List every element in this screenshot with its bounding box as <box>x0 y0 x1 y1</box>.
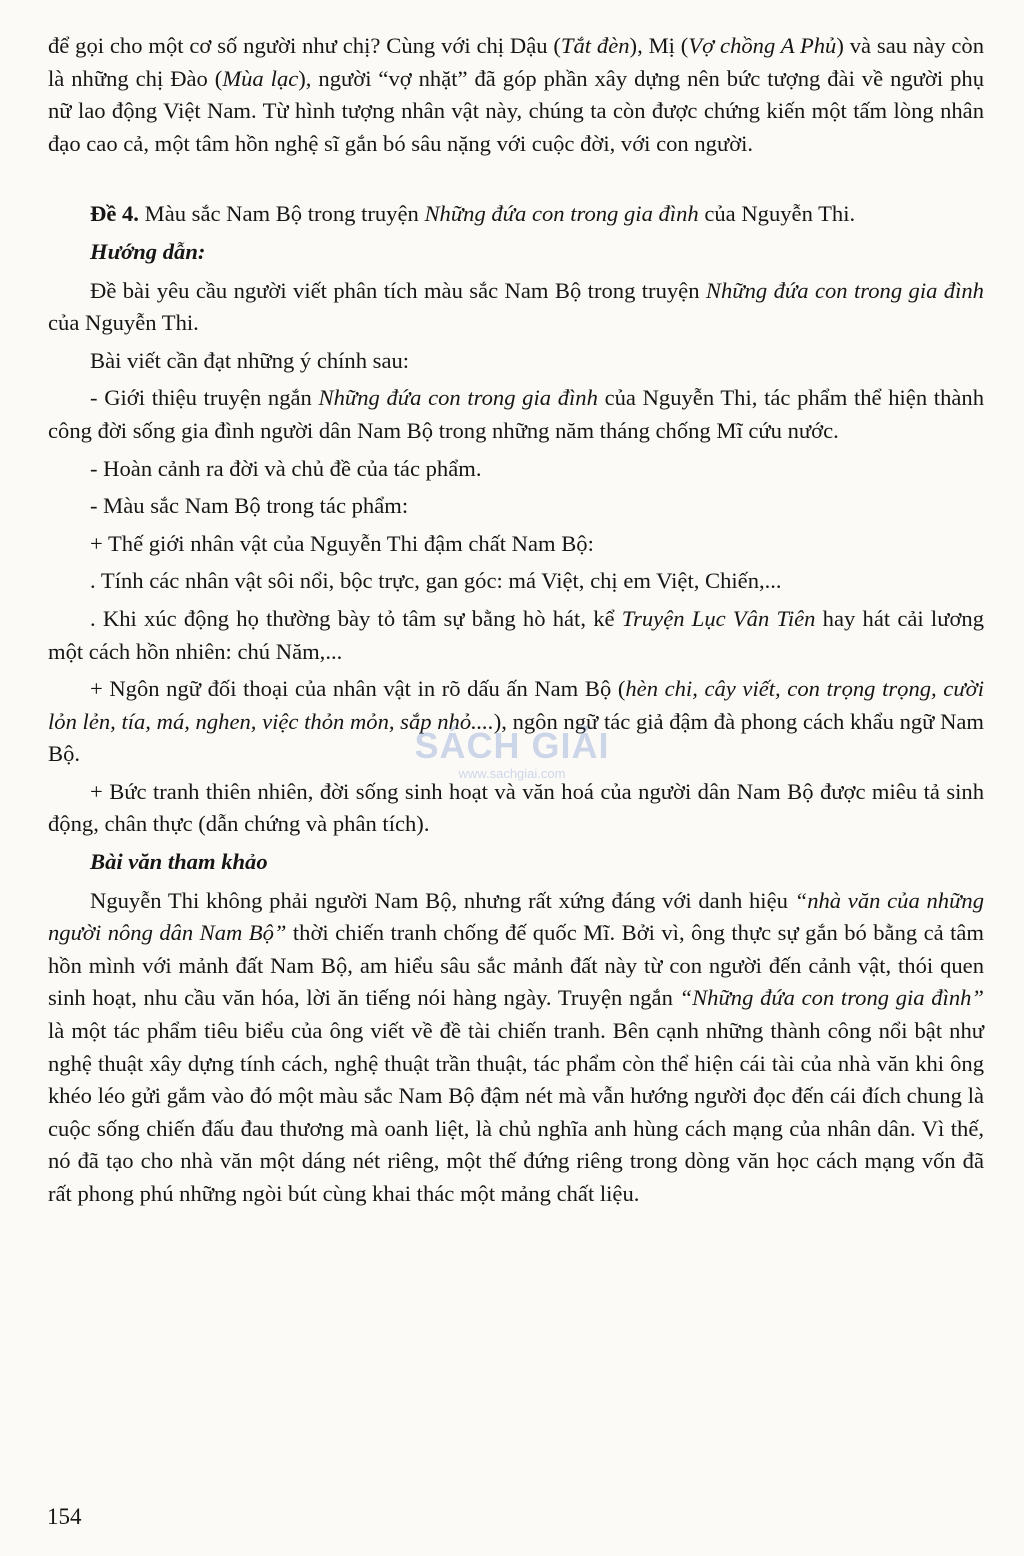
list-item: - Màu sắc Nam Bộ trong tác phẩm: <box>90 493 409 519</box>
list-item: + Thế giới nhân vật của Nguyễn Thi đậm chất Nam Bộ: <box>90 530 594 556</box>
section-heading-guide: Hướng dẫn: <box>90 238 206 264</box>
exercise-heading: Đề 4. Màu sắc Nam Bộ trong truyện Những đứa con trong gia đình của Nguyễn Thi. <box>90 201 856 227</box>
page-number: 154 <box>47 1504 82 1529</box>
list-item: - Giới thiệu truyện ngắn Những đứa con trong gia đình của Nguyễn Thi, tác phẩm thể hiện thành công đời sống gia đình người dân Nam Bộ trong những năm tháng chống Mĩ cứu nước. <box>48 385 985 443</box>
work-title: Tắt đèn <box>560 33 630 58</box>
document-page <box>48 30 984 1211</box>
work-title: Những đứa con trong gia đình <box>318 385 598 411</box>
work-title: Mùa lạc <box>222 65 299 91</box>
quoted-title: “nhà văn của những người nông dân Nam Bộ” <box>48 887 984 946</box>
work-title: Những đứa con trong gia đình <box>705 277 984 303</box>
paragraph-reference-essay: Nguyễn Thi không phải người Nam Bộ, nhưng rất xứng đáng với danh hiệu “nhà văn của những người nông dân Nam Bộ” thời chiến tranh chống đế quốc Mĩ. Bởi vì, ông thực sự gắn bó bằng cả tâm hồn mình với mảnh đất Nam Bộ, am hiểu sâu sắc mảnh đất này từ con người đến cảnh vật, thói quen sinh hoạt, nhu cầu văn hóa, lời ăn tiếng nói hàng ngày. Truyện ngắn “Những đứa con trong gia đình” là một tác phẩm tiêu biểu của ông viết về đề tài chiến tranh. Bên cạnh những thành công nổi bật như nghệ thuật xây dựng tính cách, nghệ thuật trần thuật, tác phẩm còn thể hiện cái tài của nhà văn khi ông khéo léo gửi gắm vào đó một màu sắc Nam Bộ đậm nét mà vẫn hướng người đọc đến cái đích chung là cuộc sống chiến đấu đau thương mà oanh liệt, là chủ nghĩa anh hùng cách mạng của nhân dân. Vì thế, nó đã tạo cho nhà văn một dáng nét riêng, một thế đứng riêng trong dòng văn học cách mạng vốn đã rất phong phú những ngòi bút cùng khai thác một mảng chất liệu. <box>48 887 984 1206</box>
dialect-terms: hèn chi, cây viết, con trọng trọng, cười lỏn lẻn, tía, má, nghen, việc thỏn mỏn, sắp nhỏ.... <box>48 676 984 734</box>
section-heading-reference: Bài văn tham khảo <box>90 849 268 875</box>
paragraph-main-points: Bài viết cần đạt những ý chính sau: <box>90 347 410 373</box>
list-item: . Khi xúc động họ thường bày tỏ tâm sự bằng hò hát, kể Truyện Lục Vân Tiên hay hát cải lương một cách hồn nhiên: chú Năm,... <box>48 605 984 664</box>
paragraph-requirement: Đề bài yêu cầu người viết phân tích màu sắc Nam Bộ trong truyện Những đứa con trong gia đình của Nguyễn Thi. <box>48 277 984 336</box>
list-item: - Hoàn cảnh ra đời và chủ đề của tác phẩm. <box>90 455 482 481</box>
paragraph-closing: để gọi cho một cơ số người như chị? Cùng với chị Dậu (Tắt đèn), Mị (Vợ chồng A Phủ) và sau này còn là những chị Đào (Mùa lạc), người “vợ nhặt” đã góp phần xây dựng nên bức tượng đài về người phụ nữ lao động Việt Nam. Từ hình tượng nhân vật này, chúng ta còn được chứng kiến một tấm lòng nhân đạo cao cả, một tâm hồn nghệ sĩ gắn bó sâu nặng với cuộc đời, với con người. <box>48 33 984 156</box>
exercise-number: Đề 4. <box>90 201 139 227</box>
list-item: . Tính các nhân vật sôi nổi, bộc trực, gan góc: má Việt, chị em Việt, Chiến,... <box>90 568 782 594</box>
work-title: “Những đứa con trong gia đình” <box>679 985 984 1011</box>
work-title: Những đứa con trong gia đình <box>424 201 699 227</box>
list-item: + Ngôn ngữ đối thoại của nhân vật in rõ dấu ấn Nam Bộ (hèn chi, cây viết, con trọng trọng, cười lỏn lẻn, tía, má, nghen, việc thỏn mỏn, sắp nhỏ....), ngôn ngữ tác giả đậm đà phong cách khẩu ngữ Nam Bộ. <box>48 676 984 767</box>
work-title: Vợ chồng A Phủ <box>688 33 837 58</box>
watermark-url: www.sachgiai.com <box>458 766 566 781</box>
list-item: + Bức tranh thiên nhiên, đời sống sinh hoạt và văn hoá của người dân Nam Bộ được miêu tả sinh động, chân thực (dẫn chứng và phân tích). <box>48 778 984 837</box>
work-title: Truyện Lục Vân Tiên <box>621 605 816 631</box>
watermark-logo: SÁCH GIẢI <box>414 725 610 766</box>
